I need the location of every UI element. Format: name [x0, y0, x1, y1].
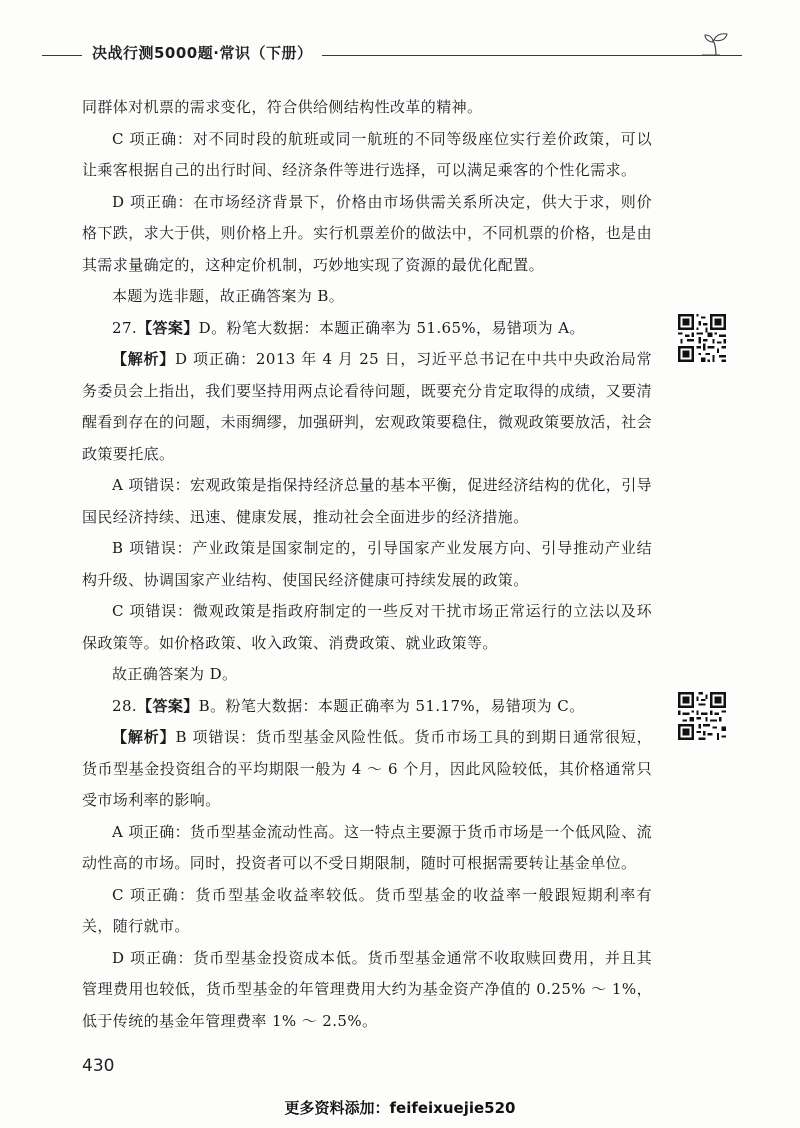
q27-answer [82, 313, 652, 345]
q27-answer-text: D。粉笔大数据：本题正确率为 51.65%，易错项为 A。 [198, 318, 585, 337]
q28-analysis-text: B 项错误：货币型基金风险性低。货币市场工具的到期日通常很短，货币型基金投资组合的平均期限一般为 4 ～ 6 个月，因此风险较低，其价格通常只受市场利率的影响。 [82, 728, 652, 809]
footer-note: 更多资料添加：feifeixuejie520 [284, 1099, 516, 1117]
page-body [82, 92, 652, 1037]
paragraph: C 项错误：微观政策是指政府制定的一些反对干扰市场正常运行的立法以及环保政策等。如价格政策、收入政策、消费政策、就业政策等。 [82, 602, 652, 652]
paragraph: C 项正确：货币型基金收益率较低。货币型基金的收益率一般跟短期利率有关，随行就市。 [82, 885, 652, 935]
paragraph: D 项正确：在市场经济背景下，价格由市场供需关系所决定，供大于求，则价格下跌，求大于供，则价格上升。实行机票差价的做法中，不同机票的价格，也是由其需求量确定的，这种定价机制，巧妙地实现了资源的最优化配置。 [82, 192, 652, 274]
paragraph: A 项正确：货币型基金流动性高。这一特点主要源于货币市场是一个低风险、流动性高的市场。同时，投资者可以不受日期限制，随时可根据需要转让基金单位。 [82, 822, 653, 872]
paragraph: 故正确答案为 D。 [112, 665, 238, 683]
analysis-tag: 【解析】 [112, 728, 176, 746]
header-title: 决战行测5000题·常识（下册） [82, 42, 322, 63]
q27-number: 27. [112, 318, 138, 337]
q27-analysis [82, 344, 652, 470]
q28-analysis [82, 722, 652, 817]
q27-analysis-text: D 项正确：2013 年 4 月 25 日，习近平总书记在中共中央政治局常务委员会上指出，我们要坚持用两点论看待问题，既要充分肯定取得的成绩，又要清醒看到存在的问题，未雨绸缪，加强研判，宏观政策要稳住，微观政策要放活，社会政策要托底。 [82, 350, 652, 463]
answer-tag: 【答案】 [137, 318, 199, 337]
running-header [0, 30, 800, 70]
q28-answer-text: B。粉笔大数据：本题正确率为 51.17%，易错项为 C。 [198, 696, 585, 715]
paragraph: D 项正确：货币型基金投资成本低。货币型基金通常不收取赎回费用，并且其管理费用也较低，货币型基金的年管理费用大约为基金资产净值的 0.25% ～ 1%，低于传统的基金年管理费率 1% ～ 2.5%。 [82, 948, 652, 1030]
paragraph: A 项错误：宏观政策是指保持经济总量的基本平衡，促进经济结构的优化，引导国民经济持续、迅速、健康发展，推动社会全面进步的经济措施。 [82, 476, 653, 526]
page-number: 430 [82, 1056, 115, 1076]
q28-answer [82, 691, 652, 723]
paragraph: C 项正确：对不同时段的航班或同一航班的不同等级座位实行差价政策，可以让乘客根据自己的出行时间、经济条件等进行选择，可以满足乘客的个性化需求。 [82, 129, 652, 179]
q28-number: 28. [112, 696, 138, 715]
qr-code-icon[interactable] [678, 692, 726, 740]
paragraph: 本题为选非题，故正确答案为 B。 [112, 287, 345, 305]
paragraph: 同群体对机票的需求变化，符合供给侧结构性改革的精神。 [82, 98, 483, 116]
sprout-icon [700, 30, 732, 56]
qr-code-icon[interactable] [678, 314, 726, 362]
answer-tag: 【答案】 [137, 696, 199, 715]
analysis-tag: 【解析】 [112, 350, 175, 368]
paragraph: B 项错误：产业政策是国家制定的，引导国家产业发展方向、引导推动产业结构升级、协调国家产业结构、使国民经济健康可持续发展的政策。 [82, 539, 652, 589]
